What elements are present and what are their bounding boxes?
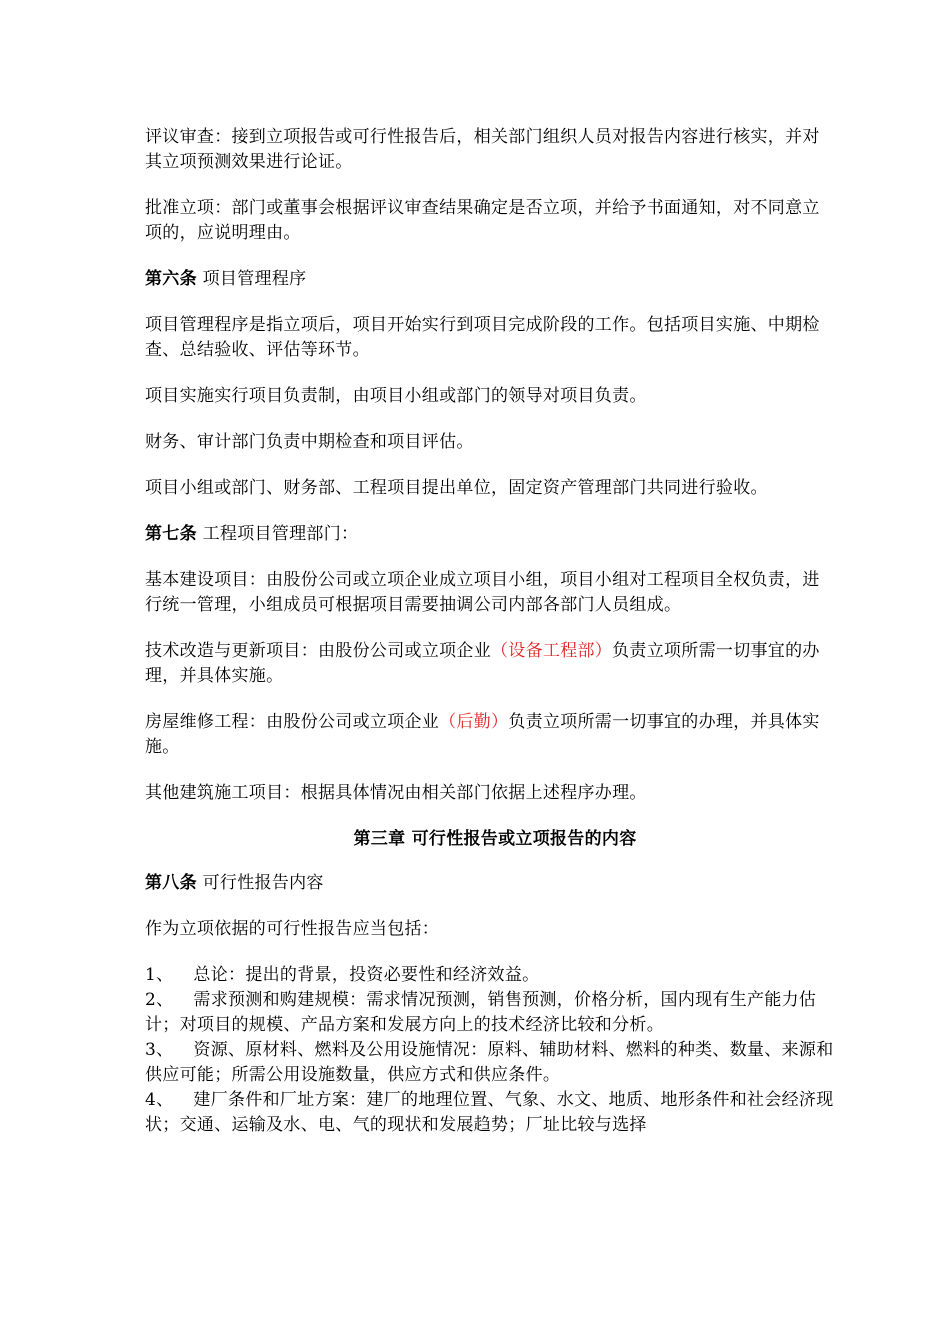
article-6-heading	[145, 267, 835, 292]
list-text: 总论：提出的背景，投资必要性和经济效益。	[193, 965, 540, 985]
list-number: 3、	[145, 1040, 174, 1060]
article-number: 第七条	[145, 524, 197, 544]
text-segment: 负责立项所需一切事宜的办理，并具体实施。	[145, 641, 820, 686]
list-item	[145, 1038, 835, 1088]
list-item	[145, 963, 835, 988]
text-segment: 技术改造与更新项目：由股份公司或立项企业	[145, 641, 491, 661]
paragraph-intro: 作为立项依据的可行性报告应当包括：	[145, 919, 440, 939]
paragraph-approve: 批准立项：部门或董事会根据评议审查结果确定是否立项，并给予书面通知，对不同意立项的，应说明理由。	[145, 198, 820, 243]
paragraph-basic-construction: 基本建设项目：由股份公司或立项企业成立项目小组，项目小组对工程项目全权负责，进行统一管理，小组成员可根据项目需要抽调公司内部各部门人员组成。	[145, 570, 820, 615]
list-number: 4、	[145, 1090, 174, 1110]
list-item	[145, 1088, 835, 1138]
numbered-list	[145, 963, 835, 1138]
paragraph-pm-acceptance: 项目小组或部门、财务部、工程项目提出单位，固定资产管理部门共同进行验收。	[145, 478, 768, 498]
list-text: 资源、原材料、燃料及公用设施情况：原料、辅助材料、燃料的种类、数量、来源和供应可能；所需公用设施数量，供应方式和供应条件。	[145, 1040, 834, 1085]
article-7-heading	[145, 522, 835, 547]
article-8-heading	[145, 871, 835, 896]
highlight-department: （后勤）	[439, 712, 509, 732]
chapter-heading: 第三章 可行性报告或立项报告的内容	[353, 829, 637, 849]
list-number: 2、	[145, 990, 174, 1010]
paragraph-pm-responsibility: 项目实施实行项目负责制，由项目小组或部门的领导对项目负责。	[145, 386, 647, 406]
text-segment: 房屋维修工程：由股份公司或立项企业	[145, 712, 440, 732]
list-number: 1、	[145, 965, 174, 985]
article-title: 项目管理程序	[202, 269, 307, 289]
paragraph-tech-renovation	[145, 639, 835, 689]
article-title: 工程项目管理部门：	[202, 524, 359, 544]
document-page	[145, 125, 835, 1138]
list-text: 需求预测和购建规模：需求情况预测，销售预测，价格分析，国内现有生产能力估计；对项目的规模、产品方案和发展方向上的技术经济比较和分析。	[145, 990, 817, 1035]
list-text: 建厂条件和厂址方案：建厂的地理位置、气象、水文、地质、地形条件和社会经济现状；交通、运输及水、电、气的现状和发展趋势；厂址比较与选择	[145, 1090, 834, 1135]
paragraph-other-construction: 其他建筑施工项目：根据具体情况由相关部门依据上述程序办理。	[145, 783, 647, 803]
list-item	[145, 988, 835, 1038]
article-title: 可行性报告内容	[202, 873, 324, 893]
article-number: 第六条	[145, 269, 197, 289]
paragraph-house-repair	[145, 710, 835, 760]
article-number: 第八条	[145, 873, 197, 893]
paragraph-review: 评议审查：接到立项报告或可行性报告后，相关部门组织人员对报告内容进行核实，并对其立项预测效果进行论证。	[145, 127, 820, 172]
paragraph-pm-definition: 项目管理程序是指立项后，项目开始实行到项目完成阶段的工作。包括项目实施、中期检查、总结验收、评估等环节。	[145, 315, 820, 360]
highlight-department: （设备工程部）	[491, 641, 613, 661]
text-segment: 负责立项所需一切事宜的办理，并具体实施。	[145, 712, 820, 757]
paragraph-pm-audit: 财务、审计部门负责中期检查和项目评估。	[145, 432, 474, 452]
